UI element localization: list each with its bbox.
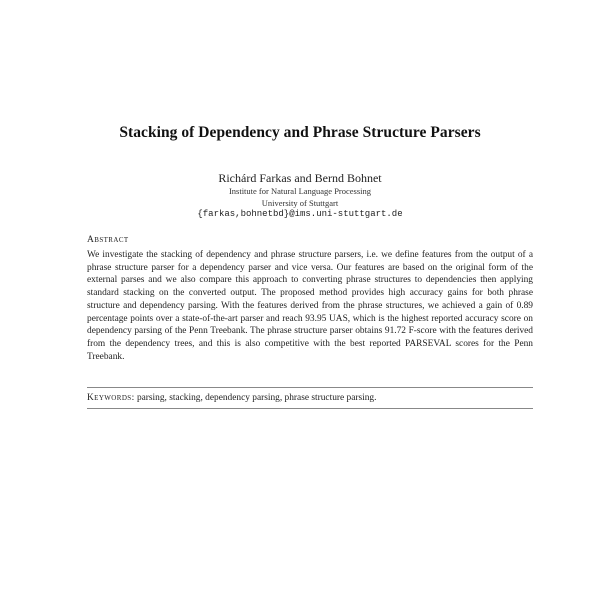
paper-title: Stacking of Dependency and Phrase Structure Parsers <box>119 124 481 141</box>
keywords-text: parsing, stacking, dependency parsing, phrase structure parsing. <box>136 393 377 403</box>
keywords-line <box>87 393 533 403</box>
keywords-bottom-rule <box>87 408 533 409</box>
abstract-heading: Abstract <box>87 235 129 245</box>
author-email: {farkas,bohnetbd}@ims.uni-stuttgart.de <box>197 209 403 219</box>
keywords-top-rule <box>87 387 533 388</box>
affiliation-university: University of Stuttgart <box>261 198 339 208</box>
affiliation-institute: Institute for Natural Language Processing <box>228 186 372 196</box>
author-names: Richárd Farkas and Bernd Bohnet <box>218 171 382 185</box>
keywords-label: Keywords: <box>87 393 135 403</box>
abstract-body: We investigate the stacking of dependency and phrase structure parsers, i.e. we define features from the output of a phrase structure parser for a dependency parser and vice versa. Our features are based on the original form of the external parses and we also compare this approach to converting phrase structures to dependencies then applying standard stacking on the converted output. The proposed method provides high accuracy gains for both phrase structure and dependency parsing. With the features derived from the phrase structures, we achieved a gain of 0.89 percentage points over a state-of-the-art parser and reach 93.95 UAS, which is the highest reported accuracy score on dependency parsing of the Penn Treebank. The phrase structure parser obtains 91.72 F-score with the features derived from the dependency trees, and this is also competitive with the best reported PARSEVAL scores for the Penn Treebank. <box>87 250 533 362</box>
